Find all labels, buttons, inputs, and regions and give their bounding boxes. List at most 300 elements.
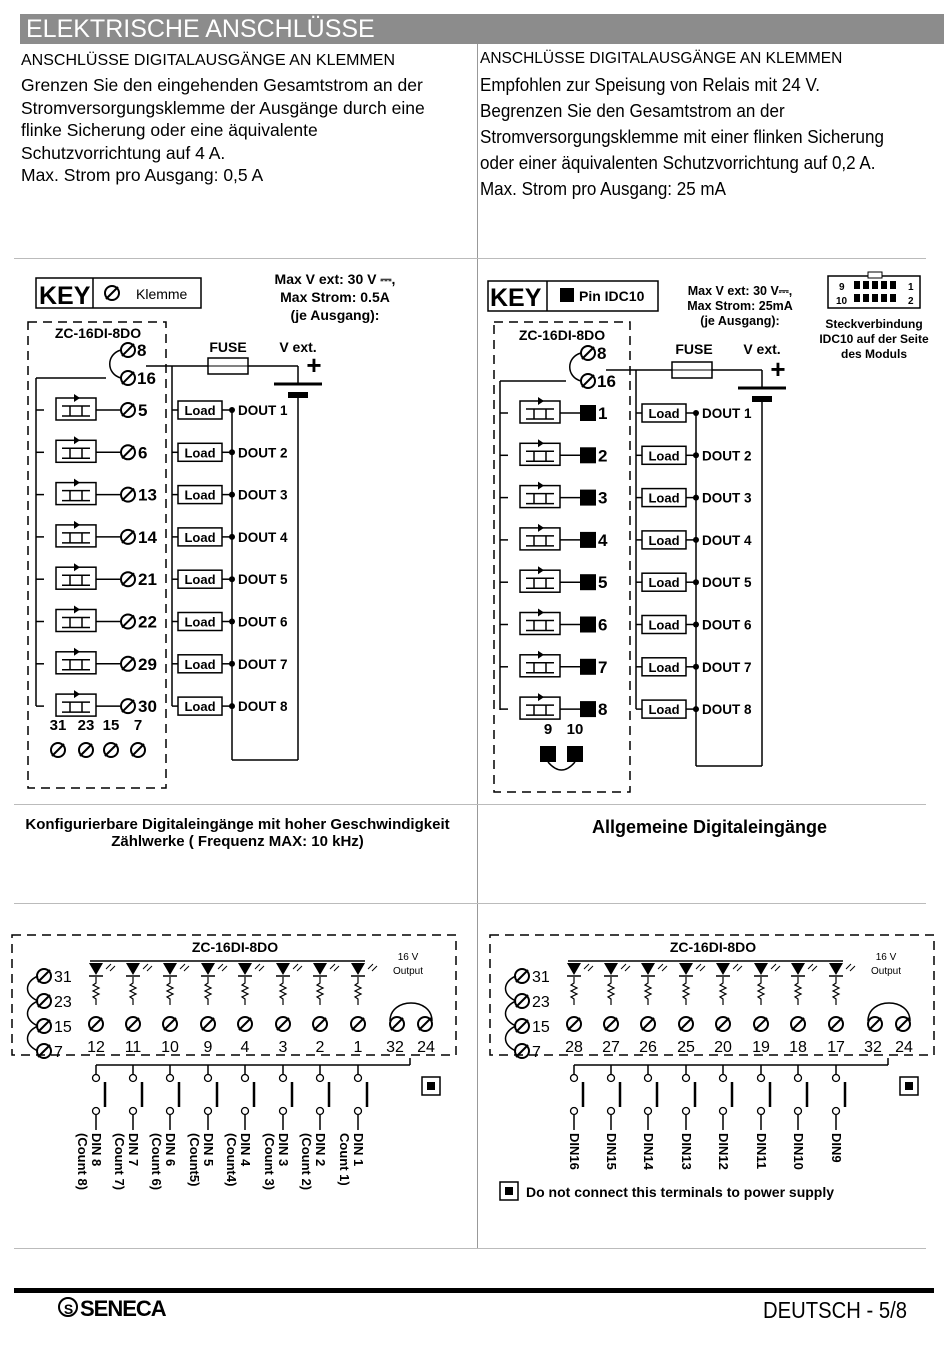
output-voltage-label: 16 V (875, 952, 897, 963)
output-row (500, 524, 752, 550)
resistor-icon (317, 977, 323, 1005)
dout-label: DOUT 1 (702, 406, 752, 421)
load-label: Load (648, 617, 680, 633)
side-jumper (506, 1001, 517, 1026)
idc-pin-icon (863, 294, 869, 302)
idc-pin-icon (854, 281, 860, 289)
switch-contact (795, 1108, 802, 1115)
switch-contact (317, 1108, 324, 1115)
count-label: (Count 6) (149, 1133, 164, 1191)
output-pin-label: 24 (895, 1039, 913, 1056)
output-row (36, 394, 288, 420)
input-wiring-diagram-left (0, 925, 470, 1245)
output-jumper (390, 1003, 432, 1021)
key-pin-label: Pin IDC10 (579, 288, 645, 304)
junction-dot (229, 449, 235, 455)
switch-contact (205, 1108, 212, 1115)
module-name: ZC-16DI-8DO (518, 327, 606, 343)
input-channel (337, 963, 377, 1186)
divider-inputs (14, 903, 926, 904)
load-label: Load (184, 699, 216, 715)
junction-dot (693, 664, 699, 670)
output-label: Output (392, 966, 424, 977)
pin-label: 4 (598, 530, 608, 550)
side-jumper (28, 1001, 39, 1026)
page-number: DEUTSCH - 5/8 (763, 1297, 907, 1323)
output-pin-label: 32 (386, 1039, 404, 1056)
key-label: KEY (39, 282, 91, 310)
pin-square-icon (580, 617, 596, 633)
max-current: Max Strom: 25mA (687, 299, 793, 313)
led-icon (163, 963, 177, 975)
switch-contact (645, 1108, 652, 1115)
junction-dot (229, 534, 235, 540)
vext-label: V ext. (743, 341, 781, 357)
load-label: Load (184, 572, 216, 588)
output-row (36, 563, 288, 589)
idc-pin-icon (872, 294, 878, 302)
output-row (500, 609, 752, 635)
pin-square-icon (580, 659, 596, 675)
junction-dot (693, 495, 699, 501)
bottom-pin-label: 15 (102, 717, 120, 734)
pin-label: 3 (598, 488, 608, 508)
led-icon (679, 963, 693, 975)
input-channel (827, 963, 855, 1163)
jumper-8-16 (110, 350, 121, 378)
switch-contact (242, 1075, 249, 1082)
section-title-left-line-1: Konfigurierbare Digitaleingänge mit hoher Geschwindigkeit (25, 816, 450, 833)
switch-contact (205, 1075, 212, 1082)
din-label: DIN 7 (126, 1133, 141, 1167)
right-heading: ANSCHLÜSSE DIGITALAUSGÄNGE AN KLEMMEN (480, 50, 843, 67)
input-channel (677, 963, 705, 1170)
key-box (36, 278, 201, 310)
output-row (500, 482, 752, 508)
pin-square-icon (560, 288, 574, 302)
switch-contact (833, 1075, 840, 1082)
load-label: Load (184, 656, 216, 672)
connector-caption-3: des Moduls (840, 347, 908, 361)
dout-label: DOUT 3 (238, 487, 288, 503)
led-icon (604, 963, 618, 975)
left-paragraph (21, 74, 425, 187)
module-name: ZC-16DI-8DO (191, 939, 279, 955)
junction-dot (693, 537, 699, 543)
side-pin-label: 15 (532, 1019, 550, 1036)
din-label: DIN 5 (201, 1133, 216, 1167)
resistor-icon (355, 977, 361, 1005)
no-power-note: Do not connect this terminals to power supply (526, 1184, 835, 1200)
pin-label: 30 (138, 697, 157, 717)
output-jumper (868, 1003, 910, 1021)
load-label: Load (648, 490, 680, 506)
resistor-icon (683, 977, 689, 1005)
bottom-pin-square-icon (567, 746, 583, 762)
junction-dot (229, 407, 235, 413)
input-channel (714, 963, 742, 1170)
side-pin-label: 23 (532, 994, 550, 1011)
dout-label: DOUT 7 (702, 659, 752, 675)
side-pin-label: 15 (54, 1019, 72, 1036)
switch-contact (93, 1108, 100, 1115)
input-channel (602, 963, 630, 1170)
switch-contact (833, 1108, 840, 1115)
idc-pin-icon (881, 294, 887, 302)
input-pin-label: 10 (161, 1039, 179, 1056)
resistor-icon (280, 977, 286, 1005)
count-label: (Count 2) (299, 1133, 314, 1191)
junction-dot (693, 579, 699, 585)
bottom-pin-label: 7 (133, 717, 143, 734)
right-line-5: Max. Strom pro Ausgang: 25 mA (480, 178, 726, 199)
led-icon (754, 963, 768, 975)
connector-num-2: 2 (908, 296, 914, 307)
section-title-left-line-2: Zählwerke ( Frequenz MAX: 10 kHz) (111, 833, 364, 850)
load-label: Load (184, 445, 216, 461)
output-row (500, 693, 752, 719)
pin-label: 29 (138, 654, 157, 674)
switch-contact (758, 1075, 765, 1082)
switch-contact (608, 1075, 615, 1082)
switch-contact (683, 1108, 690, 1115)
side-pin-label: 7 (54, 1044, 63, 1061)
side-pin-label: 31 (54, 969, 72, 986)
bottom-pin-label: 31 (49, 717, 67, 734)
per-output: (je Ausgang): (700, 314, 780, 328)
input-channel (75, 963, 115, 1190)
junction-dot (693, 706, 699, 712)
load-label: Load (648, 406, 680, 421)
output-wiring-diagram-right (478, 260, 948, 800)
output-row (36, 648, 288, 674)
idc-pin-icon (872, 281, 878, 289)
resistor-icon (130, 977, 136, 1005)
pin-label-16: 16 (137, 369, 156, 388)
jumper-9-10 (548, 762, 575, 770)
input-channel (299, 963, 339, 1190)
plus-sign: + (306, 350, 322, 380)
dout-label: DOUT 3 (702, 490, 752, 506)
switch-contact (130, 1108, 137, 1115)
input-channel (149, 963, 189, 1190)
input-pin-label: 4 (240, 1039, 250, 1056)
load-label: Load (184, 614, 216, 630)
connector-num-10: 10 (836, 296, 848, 307)
pin-label: 13 (138, 485, 157, 505)
switch-contact (683, 1075, 690, 1082)
input-channel (789, 963, 817, 1170)
output-row (500, 397, 752, 423)
max-vext: Max V ext: 30 V⎓, (687, 284, 793, 298)
pin-square-icon (580, 447, 596, 463)
idc-pin-icon (890, 294, 896, 302)
pin-label: 14 (138, 527, 157, 547)
right-line-3: Stromversorgungsklemme mit einer flinken Sicherung (480, 126, 884, 147)
module-name: ZC-16DI-8DO (54, 325, 142, 341)
load-label: Load (648, 659, 680, 675)
footer-bar (14, 1288, 934, 1293)
switch-contact (608, 1108, 615, 1115)
input-pin-label: 2 (315, 1039, 325, 1056)
dout-label: DOUT 4 (238, 529, 288, 545)
bottom-pin-label: 23 (77, 717, 95, 734)
plus-sign: + (770, 354, 786, 384)
module-name: ZC-16DI-8DO (669, 939, 757, 955)
input-pin-label: 3 (278, 1039, 288, 1056)
led-icon (829, 963, 843, 975)
output-row (500, 566, 752, 592)
input-pin-label: 1 (353, 1039, 363, 1056)
pin-label: 8 (598, 700, 608, 720)
load-label: Load (648, 702, 680, 718)
resistor-icon (795, 977, 801, 1005)
output-pin-label: 32 (864, 1039, 882, 1056)
left-line-4: Schutzvorrichtung auf 4 A. (21, 142, 226, 163)
per-output: (je Ausgang): (290, 307, 380, 323)
left-line-5: Max. Strom pro Ausgang: 0,5 A (21, 165, 264, 185)
led-icon (276, 963, 290, 975)
pin-square-icon (580, 405, 596, 421)
switch-contact (720, 1108, 727, 1115)
dout-label: DOUT 5 (238, 572, 288, 588)
junction-dot (229, 576, 235, 582)
load-label: Load (648, 532, 680, 548)
pin-label: 6 (598, 615, 608, 635)
dout-label: DOUT 5 (702, 575, 752, 591)
din-label: DIN 2 (313, 1133, 328, 1167)
bottom-pin-label: 9 (543, 721, 553, 738)
din-label: DIN 6 (163, 1133, 178, 1167)
resistor-icon (645, 977, 651, 1005)
divider-mid (14, 804, 926, 805)
connector-caption-2: IDC10 auf der Seite (819, 332, 929, 346)
led-icon (238, 963, 252, 975)
switch-contact (355, 1108, 362, 1115)
jumper-8-16 (570, 353, 581, 381)
left-heading: ANSCHLÜSSE DIGITALAUSGÄNGE AN KLEMMEN (21, 52, 396, 69)
connector-num-1: 1 (908, 282, 914, 293)
switch-contact (167, 1108, 174, 1115)
dout-label: DOUT 6 (238, 614, 288, 630)
input-channel (752, 963, 780, 1169)
right-line-4: oder einer äquivalenten Schutzvorrichtung auf 0,2 A. (480, 152, 876, 173)
side-jumper (506, 1026, 517, 1051)
input-pin-label: 28 (565, 1039, 583, 1056)
module-outline (494, 322, 630, 792)
output-label: Output (870, 966, 902, 977)
dout-label: DOUT 2 (702, 448, 752, 464)
bottom-pin-label: 10 (566, 721, 584, 738)
input-pin-label: 18 (789, 1039, 807, 1056)
led-icon (641, 963, 655, 975)
resistor-icon (571, 977, 577, 1005)
resistor-icon (205, 977, 211, 1005)
load-label: Load (184, 529, 216, 545)
input-pin-label: 9 (203, 1039, 213, 1056)
output-row (500, 651, 752, 677)
led-icon (89, 963, 103, 975)
side-pin-label: 23 (54, 994, 72, 1011)
led-icon (126, 963, 140, 975)
idc10-connector (828, 272, 920, 308)
side-jumper (28, 1026, 39, 1051)
section-title-right: Allgemeine Digitaleingänge (592, 817, 828, 837)
resistor-icon (758, 977, 764, 1005)
junction-dot (693, 622, 699, 628)
logo-mark-icon: S (58, 1297, 78, 1317)
right-line-2: Begrenzen Sie den Gesamtstrom an der (480, 100, 785, 121)
switch-contact (130, 1075, 137, 1082)
key-terminal-label: Klemme (136, 286, 188, 302)
output-row (36, 436, 288, 462)
input-channel (565, 963, 593, 1170)
count-label: (Count4) (224, 1133, 239, 1187)
junction-dot (229, 661, 235, 667)
fuse-label: FUSE (675, 341, 713, 357)
switch-contact (645, 1075, 652, 1082)
switch-contact (280, 1108, 287, 1115)
key-label: KEY (490, 284, 542, 312)
vext-label: V ext. (279, 339, 317, 355)
led-icon (716, 963, 730, 975)
count-label: (Count 8) (75, 1133, 90, 1191)
side-pin-label: 7 (532, 1044, 541, 1061)
resistor-icon (608, 977, 614, 1005)
pin-label: 1 (598, 404, 608, 423)
dout-label: DOUT 8 (702, 702, 752, 718)
max-vext: Max V ext: 30 V ⎓, (274, 271, 396, 287)
pin-square-icon (580, 574, 596, 590)
input-channel (262, 963, 302, 1190)
led-icon (791, 963, 805, 975)
resistor-icon (167, 977, 173, 1005)
right-line-1: Empfohlen zur Speisung von Relais mit 24 V. (480, 74, 820, 95)
output-row (500, 439, 752, 465)
switch-contact (355, 1075, 362, 1082)
input-pin-label: 27 (602, 1039, 620, 1056)
left-line-2: Stromversorgungsklemme der Ausgänge durch eine (21, 97, 425, 118)
pin-label: 2 (598, 446, 608, 466)
side-pin-label: 31 (532, 969, 550, 986)
input-wiring-diagram-right (478, 925, 948, 1245)
output-row (36, 690, 288, 716)
din-label: DIN14 (641, 1133, 656, 1170)
din-label: DIN13 (679, 1133, 694, 1170)
output-row (36, 606, 288, 632)
fuse-label: FUSE (209, 339, 247, 355)
led-icon (313, 963, 327, 975)
input-pin-label: 11 (124, 1039, 142, 1056)
input-pin-label: 26 (639, 1039, 657, 1056)
junction-dot (229, 703, 235, 709)
pin-label: 21 (138, 570, 157, 590)
junction-dot (229, 492, 235, 498)
pin-label: 22 (138, 612, 157, 632)
connector-num-9: 9 (839, 282, 845, 293)
output-row (36, 479, 288, 505)
pin-label: 7 (598, 657, 608, 677)
divider-bottom (14, 1248, 926, 1249)
load-label: Load (184, 403, 216, 418)
divider-top (14, 258, 926, 259)
pin-label-8: 8 (137, 341, 147, 360)
switch-contact (317, 1075, 324, 1082)
load-label: Load (648, 575, 680, 591)
idc-pin-icon (881, 281, 887, 289)
switch-contact (167, 1075, 174, 1082)
dout-label: DOUT 6 (702, 617, 752, 633)
switch-contact (242, 1108, 249, 1115)
section-title-left (0, 816, 475, 850)
resistor-icon (242, 977, 248, 1005)
dout-label: DOUT 2 (238, 445, 288, 461)
idc-pin-icon (854, 294, 860, 302)
pin-label: 6 (138, 443, 148, 463)
led-icon (201, 963, 215, 975)
din-label: DIN 3 (276, 1133, 291, 1167)
resistor-icon (833, 977, 839, 1005)
din-label: DIN16 (567, 1133, 582, 1170)
max-current: Max Strom: 0.5A (280, 289, 390, 305)
junction-dot (693, 452, 699, 458)
pin-square-icon (580, 490, 596, 506)
din-label: DIN 1 (351, 1133, 366, 1167)
logo-text: SENECA (80, 1296, 166, 1321)
switch-contact (571, 1075, 578, 1082)
dout-label: DOUT 8 (238, 699, 288, 715)
pin-square-icon (580, 532, 596, 548)
switch-contact (795, 1075, 802, 1082)
connector-caption-1: Steckverbindung (825, 317, 923, 331)
din-label: DIN11 (754, 1133, 769, 1170)
load-label: Load (184, 487, 216, 503)
din-label: DIN 8 (89, 1133, 104, 1167)
count-label: (Count5) (187, 1133, 202, 1187)
idc-pin-icon (890, 281, 896, 289)
left-line-3: flinke Sicherung oder eine äquivalente (21, 120, 318, 140)
din-label: DIN15 (604, 1133, 619, 1170)
input-pin-label: 17 (827, 1039, 845, 1056)
output-voltage-label: 16 V (397, 952, 419, 963)
idc-pin-icon (863, 281, 869, 289)
din-label: DIN 4 (238, 1133, 253, 1167)
input-channel (187, 963, 227, 1186)
input-channel (224, 963, 264, 1186)
led-icon (351, 963, 365, 975)
switch-contact (758, 1108, 765, 1115)
seneca-logo (58, 1296, 166, 1322)
pin-label: 5 (138, 401, 148, 420)
pin-label-16: 16 (597, 372, 616, 391)
led-icon (567, 963, 581, 975)
din-label: DIN9 (829, 1133, 844, 1163)
bottom-pin-square-icon (540, 746, 556, 762)
output-row (36, 521, 288, 547)
input-channel (639, 963, 667, 1171)
junction-dot (693, 410, 699, 416)
side-jumper (506, 976, 517, 1001)
dout-label: DOUT 1 (238, 403, 288, 418)
page-title: ELEKTRISCHE ANSCHLÜSSE (20, 14, 944, 44)
pin-label-8: 8 (597, 344, 607, 363)
switch-contact (720, 1075, 727, 1082)
input-pin-label: 25 (677, 1039, 695, 1056)
output-wiring-diagram-left (0, 260, 475, 800)
key-box-right (488, 281, 658, 312)
switch-contact (280, 1075, 287, 1082)
din-label: DIN12 (716, 1133, 731, 1170)
